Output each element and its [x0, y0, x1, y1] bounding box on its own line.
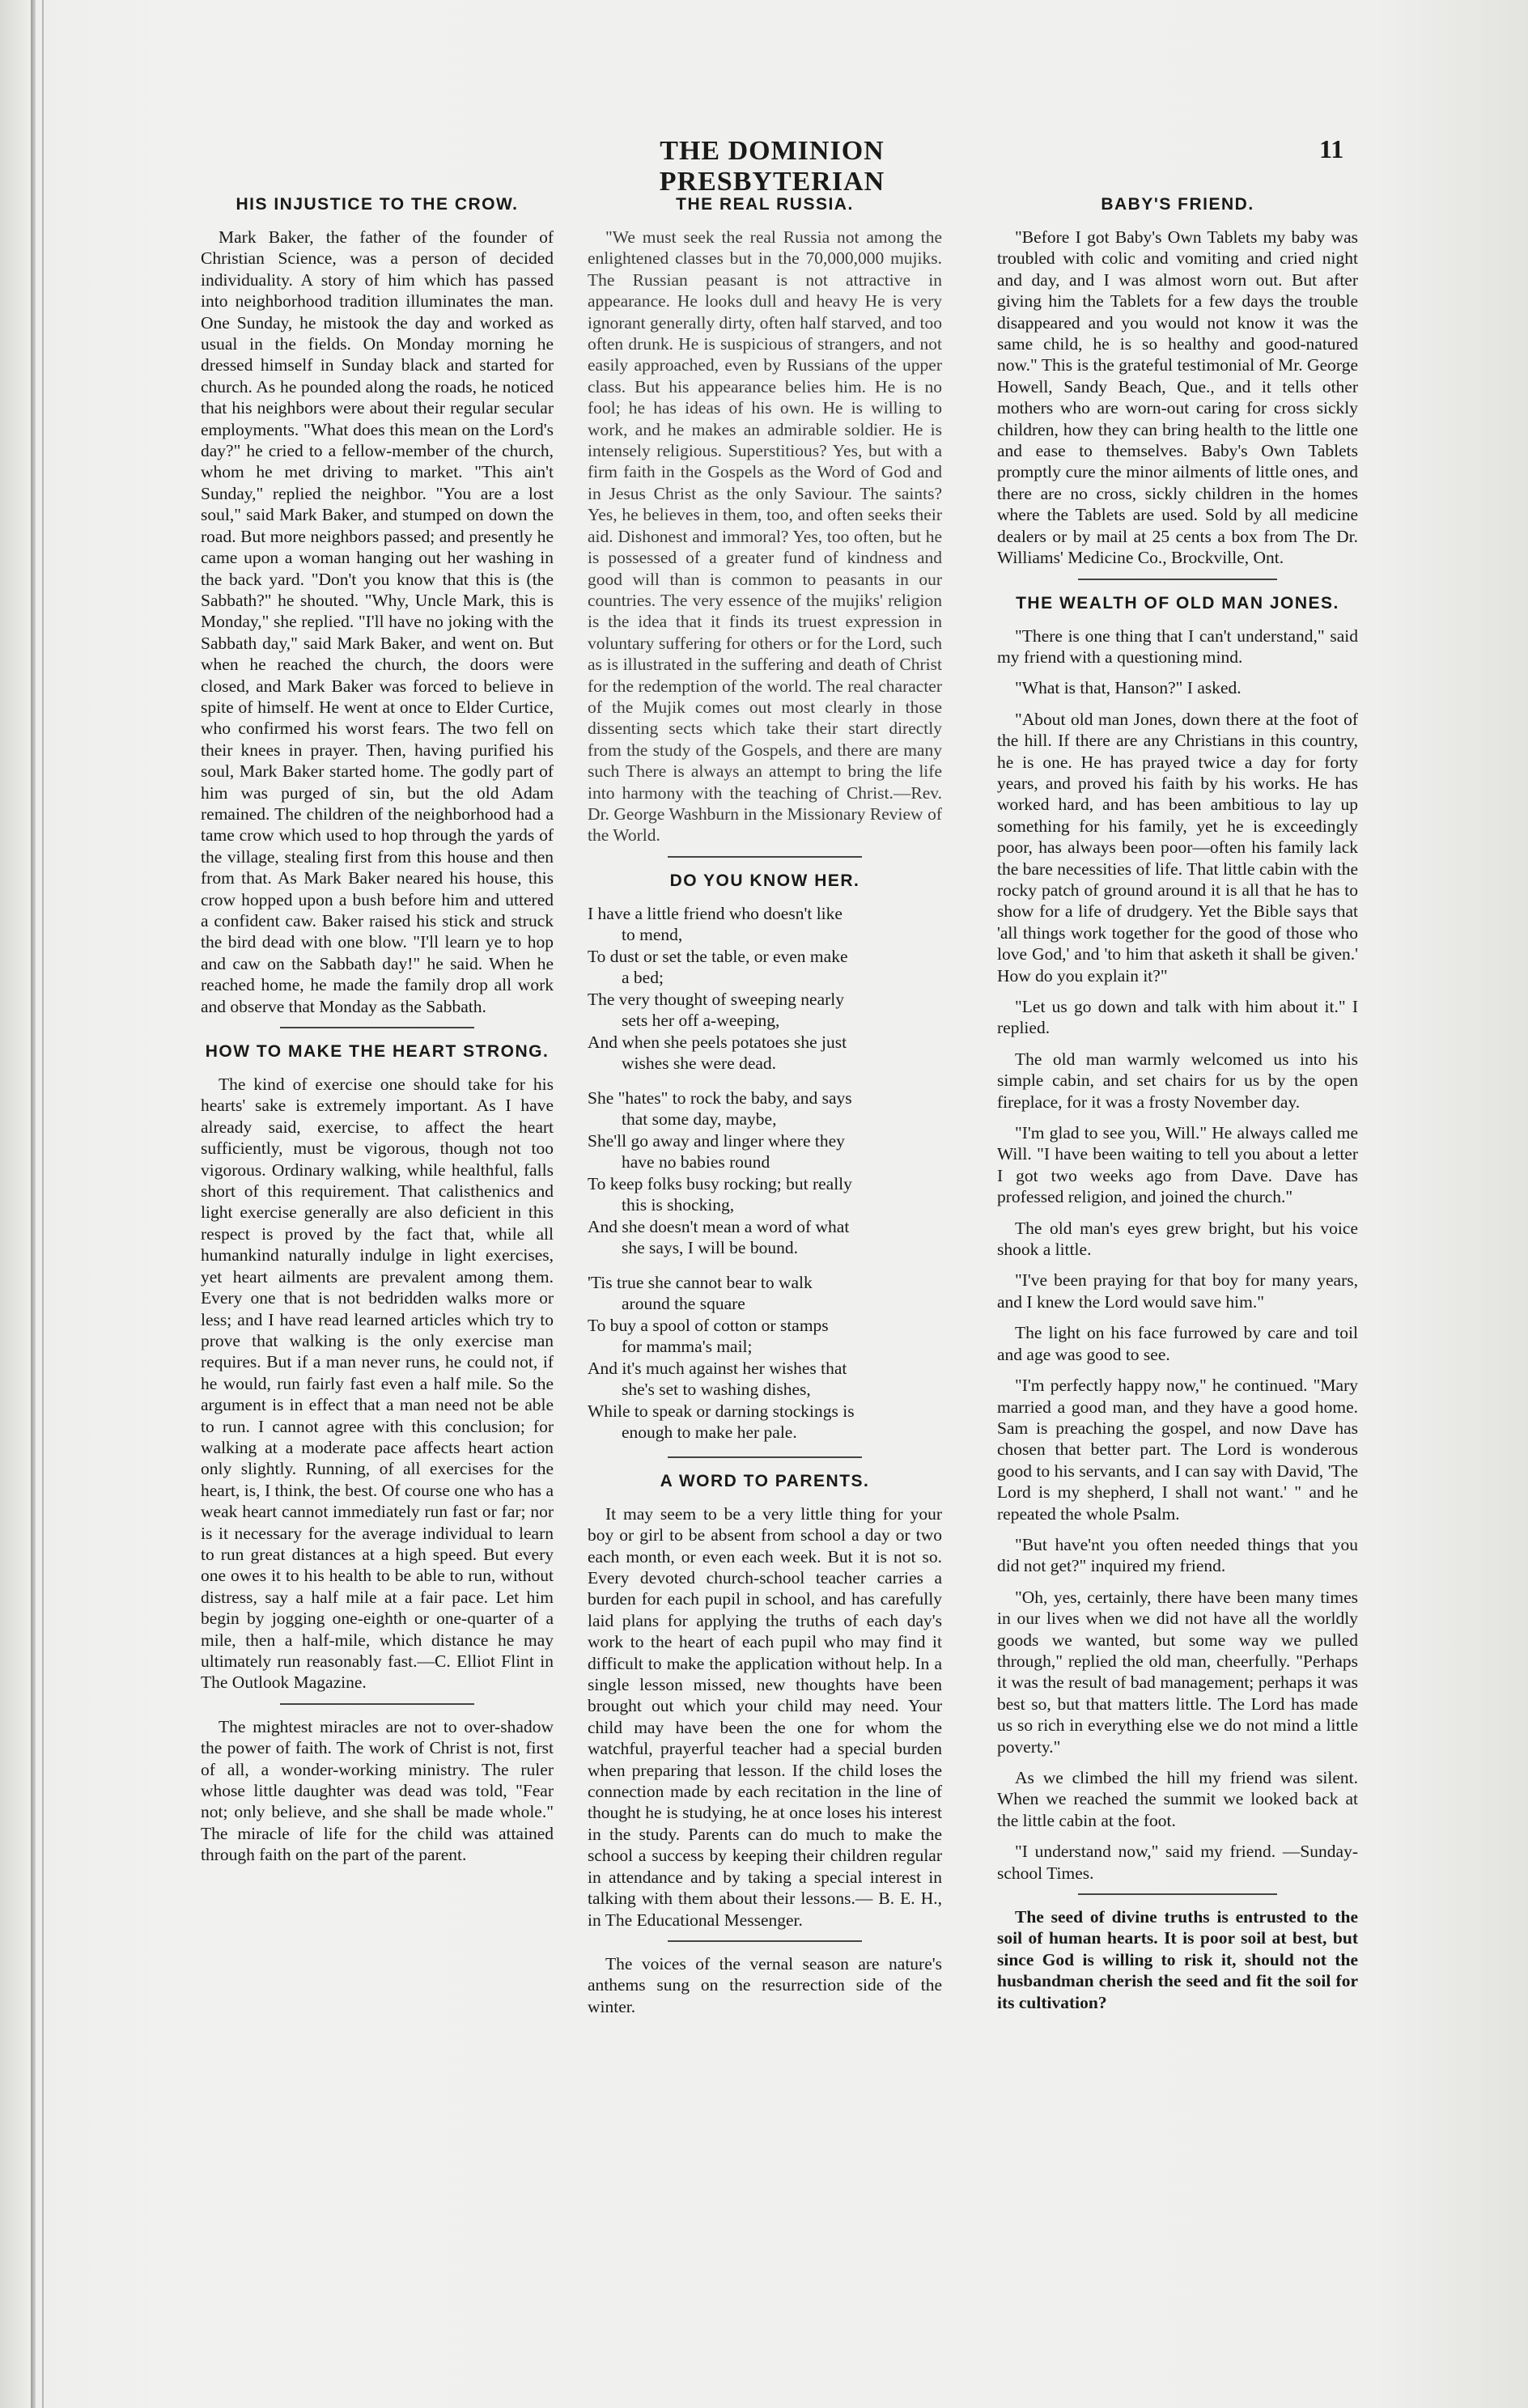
- divider: [280, 1027, 474, 1028]
- article-paragraph: "But have'nt you often needed things that you did not get?" inquired my friend.: [997, 1534, 1358, 1576]
- article-paragraph: "I understand now," said my friend. —Sunday-school Times.: [997, 1842, 1358, 1883]
- article-body-crow: Mark Baker, the father of the founder of Christian Science, was a person of decided individuality. A story of him which has passed into neighborhood tradition illuminates the man. One Sunday, he mistook the day and worked as usual in the fields. On Monday morning he dressed himself in Sunday black and started for church. As he pounded along the roads, he noticed that his neighbors were about their regular secular employments. "What does this mean on the Lord's day?" he cried to a fellow-member of the church, whom he met driving to market. "This ain't Sunday," replied the neighbor. "You are a lost soul," said Mark Baker, and stumped on down the road. But more neighbors passed; and presently he came upon a woman hanging out her washing in the back yard. "Don't you know that this is (the Sabbath?" he shouted. "Why, Uncle Mark, this is Monday," she replied. "I'll have no joking with the Sabbath day," said Mark Baker, and went on. But when he reached the church, the doors were closed, and Mark Baker was forced to believe in spite of himself. He went at once to Elder Curtice, who confirmed his worst fears. The two fell on their knees in prayer. Then, having purified his soul, Mark Baker started home. The godly part of him was purged of sin, but the old Adam remained. The children of the neighborhood had a tame crow which used to hop through the yards of the village, stealing first from this house and then from that. As Mark Baker neared his house, this crow hopped upon a bush before him and uttered a confident caw. Baker raised his stick and struck the bird dead with one blow. "I'll learn ye to hop and caw on the Sabbath day!" he said. When he reached home, he made the family drop all work and observe that Monday as the Sabbath.: [201, 227, 554, 1016]
- page-header-title: THE DOMINION PRESBYTERIAN: [659, 136, 885, 197]
- article-paragraph: "Let us go down and talk with him about it." I replied.: [997, 997, 1358, 1038]
- poem-line: And when she peels potatoes she just: [588, 1032, 847, 1052]
- poem-line: around the square: [622, 1294, 745, 1314]
- article-title-wealth: THE WEALTH OF OLD MAN JONES.: [1016, 593, 1339, 613]
- poem-line: sets her off a-weeping,: [622, 1011, 780, 1031]
- binding-edge: [42, 0, 44, 2408]
- poem-line: To dust or set the table, or even make: [588, 946, 848, 966]
- poem-line: wishes she were dead.: [622, 1054, 777, 1074]
- poem-stanza: [588, 903, 942, 1075]
- article-paragraph: The light on his face furrowed by care and toil and age was good to see.: [997, 1323, 1358, 1364]
- article-body-parents: It may seem to be a very little thing for your boy or girl to be absent from school a day or two each month, or even each week. But it is not so. Every devoted church-school teacher carries a burden for each pupil in school, and has carefully laid plans for applying the truths of each day's work to the heart of each pupil who may find it difficult to make the application without help. In a single lesson missed, new thoughts have been brought out which your child may need. Your child may have been the one for whom the watchful, prayerful teacher had a special burden when preparing that lesson. If the child loses the connection made by each recitation in the line of thought he is studying, he at once loses his interest in the study. Parents can do much to make the school a success by keeping their children regular in attendance and by taking a special interest in talking with them about their lessons.— B. E. H., in The Educational Messenger.: [588, 1503, 942, 1930]
- poem-line: that some day, maybe,: [622, 1109, 777, 1130]
- poem-line: enough to make her pale.: [622, 1422, 797, 1443]
- poem-line: And it's much against her wishes that: [588, 1358, 847, 1378]
- divider: [1078, 1893, 1276, 1895]
- column-middle: [588, 188, 942, 2027]
- poem-line: to mend,: [622, 925, 683, 945]
- poem-line: for mamma's mail;: [622, 1337, 753, 1357]
- poem-line: While to speak or darning stockings is: [588, 1401, 855, 1421]
- article-paragraph: "I'm perfectly happy now," he continued. "Mary married a good man, and they have a good home. Sam is preaching the gospel, and now Dave has chosen that better part. The Lord is wonderous good to his servants, and I can say with David, 'The Lord is my shepherd, I shall not want.' " and he repeated the whole Psalm.: [997, 1376, 1358, 1524]
- poem-line: this is shocking,: [622, 1195, 735, 1215]
- article-title-crow: HIS INJUSTICE TO THE CROW.: [236, 195, 519, 214]
- article-title-parents: A WORD TO PARENTS.: [660, 1471, 870, 1490]
- article-body-vernal: The voices of the vernal season are nature's anthems sung on the resurrection side of the winter.: [588, 1953, 942, 2016]
- divider: [668, 1456, 863, 1458]
- article-body-faith: The mightest miracles are not to over-shadow the power of faith. The work of Christ is not, first of all, a wonder-working ministry. The ruler whose little daughter was dead was told, "Fear not; only believe, and she shall be made whole." The miracle of life for the child was attained through faith on the part of the parent.: [201, 1716, 554, 1865]
- article-paragraph: As we climbed the hill my friend was silent. When we reached the summit we looked back at the little cabin at the foot.: [997, 1768, 1358, 1830]
- poem-line: she's set to washing dishes,: [622, 1380, 811, 1400]
- poem-line: The very thought of sweeping nearly: [588, 989, 845, 1009]
- article-paragraph: "About old man Jones, down there at the foot of the hill. If there are any Christians in this country, he is one. He has prayed twice a day for forty years, and proved his faith by his works. He has worked hard, and has been ambitious to lay up something for his family, yet he is exceedingly poor, has always been poor—often his family lack the bare necessities of life. That little cabin with the rocky patch of ground around it is all that he has to show for a life of drudgery. Yet the Bible says that 'all things work together for the good of those who love God,' and 'to him that asketh it shall be given.' How do you explain it?": [997, 709, 1358, 986]
- binding-shadow: [31, 0, 36, 2408]
- column-right: [997, 188, 1358, 2023]
- poem-line: have no babies round: [622, 1152, 770, 1172]
- divider: [280, 1703, 474, 1705]
- poem-line: She'll go away and linger where they: [588, 1130, 845, 1151]
- divider: [668, 856, 863, 858]
- article-body-heart: The kind of exercise one should take for his hearts' sake is extremely important. As I have already said, exercise, to affect the heart sufficiently, must be vigorous, though not too vigorous. Ordinary walking, while healthful, falls short of this requirement. That calisthenics and light exercise generally are also deficient in this respect is proved by the fact that, while all humankind naturally indulge in light exercises, yet heart ailments are prevalent among them. Every one that is not bedridden walks more or less; and I have read learned articles which try to prove that walking is the only exercise man requires. But if a man never runs, he could not, if he would, run fairly fast even a half mile. So the argument is in effect that a man need not be able to run. I cannot agree with this conclusion; for walking at a moderate pace affects heart action only slightly. Running, of all exercises for the heart, is, I think, the best. Of course one who has a weak heart cannot immediately run fast or far; nor is it necessary for the average individual to learn to run great distances at a high speed. But every one owes it to his health to be able to run, without distress, say a half mile at a fair pace. Let him begin by jogging one-eighth or one-quarter of a mile, then a half-mile, which distance he may ultimately run reasonably fast.—C. Elliot Flint in The Outlook Magazine.: [201, 1075, 554, 1693]
- article-paragraph: "What is that, Hanson?" I asked.: [1015, 678, 1242, 698]
- poem-title-know-her: DO YOU KNOW HER.: [669, 871, 860, 890]
- poem-line: a bed;: [622, 968, 664, 988]
- article-paragraph: "Oh, yes, certainly, there have been many times in our lives when we did not have all the worldly goods we wanted, but some way we pulled through," replied the old man, cheerfully. "Perhaps it was the result of bad management; perhaps it was best so, but that matters little. The Lord has made us so rich in everything else we do not mind a little poverty.": [997, 1587, 1358, 1757]
- poem-line: I have a little friend who doesn't like: [588, 903, 843, 923]
- poem-line: She "hates" to rock the baby, and says: [588, 1087, 852, 1108]
- article-title-heart: HOW TO MAKE THE HEART STRONG.: [205, 1042, 550, 1062]
- article-paragraph: The old man warmly welcomed us into his simple cabin, and set chairs for us by the open fireplace, for it was a frosty November day.: [997, 1049, 1358, 1112]
- article-paragraph: The old man's eyes grew bright, but his voice shook a little.: [997, 1218, 1358, 1260]
- poem-stanza: [588, 1272, 942, 1444]
- article-title-baby: BABY'S FRIEND.: [1101, 195, 1254, 214]
- poem-line: To keep folks busy rocking; but really: [588, 1173, 852, 1193]
- article-body-russia: "We must seek the real Russia not among the enlightened classes but in the 70,000,000 mujiks. The Russian peasant is not attractive in appearance. He looks dull and heavy He is very ignorant generally dirty, often half starved, and too often drunk. He is suspicious of strangers, and not easily approached, even by Russians of the upper class. But his appearance belies him. He is no fool; he has ideas of his own. He is willing to work, and he makes an admirable soldier. He is intensely religious. Superstitious? Yes, but with a firm faith in the Gospels as the Word of God and in Jesus Christ as the only Saviour. The saints? Yes, he believes in them, too, and often seeks their aid. Dishonest and immoral? Yes, too often, but he is possessed of a greater fund of kindness and good will than is common to peasants in our countries. The very essence of the mujiks' religion is the idea that it finds its truest expression in voluntary suffering for others or for the Lord, such as is illustrated in the suffering and death of Christ for the redemption of the world. The real character of the Mujik comes out most clearly in those dissenting sects which take their start directly from the study of the Gospels, and there are many such There is always an attempt to bring the life into harmony with the teaching of Christ.—Rev. Dr. George Washburn in the Missionary Review of the World.: [588, 227, 942, 846]
- article-paragraph: "There is one thing that I can't understand," said my friend with a questioning mind.: [997, 625, 1358, 667]
- poem-line: And she doesn't mean a word of what: [588, 1216, 850, 1236]
- poem-line: she says, I will be bound.: [622, 1238, 798, 1258]
- article-paragraph: "I'm glad to see you, Will." He always called me Will. "I have been waiting to tell you about a letter I got two weeks ago from Dave. Dave has professed religion, and joined the church.": [997, 1123, 1358, 1207]
- poem-line: 'Tis true she cannot bear to walk: [588, 1272, 813, 1292]
- article-paragraph: "I've been praying for that boy for many years, and I knew the Lord would save him.": [997, 1270, 1358, 1312]
- page-number: 11: [1319, 134, 1344, 163]
- divider: [668, 1940, 863, 1942]
- article-title-russia: THE REAL RUSSIA.: [676, 195, 854, 214]
- column-left: [201, 188, 554, 1876]
- article-body-baby: "Before I got Baby's Own Tablets my baby was troubled with colic and vomiting and cried night and day, and I was almost worn out. But after giving him the Tablets for a few days the trouble disappeared and you would not know it was the same child, he is so healthy and good-natured now." This is the grateful testimonial of Mr. George Howell, Sandy Beach, Que., and it tells other mothers who are worn-out caring for cross sickly children, how they can bring health to the little one and ease to themselves. Baby's Own Tablets promptly cure the minor ailments of little ones, and there are no cross, sickly children in the homes where the Tablets are used. Sold by all medicine dealers or by mail at 25 cents a box from The Dr. Williams' Medicine Co., Brockville, Ont.: [997, 227, 1358, 568]
- article-body-seed: The seed of divine truths is entrusted to the soil of human hearts. It is poor soil at best, but since God is willing to risk it, should not the husbandman cherish the seed and fit the soil for its cultivation?: [997, 1907, 1358, 2012]
- poem-body: [588, 903, 942, 1444]
- poem-stanza: [588, 1087, 942, 1259]
- poem-line: To buy a spool of cotton or stamps: [588, 1315, 829, 1335]
- divider: [1078, 579, 1276, 580]
